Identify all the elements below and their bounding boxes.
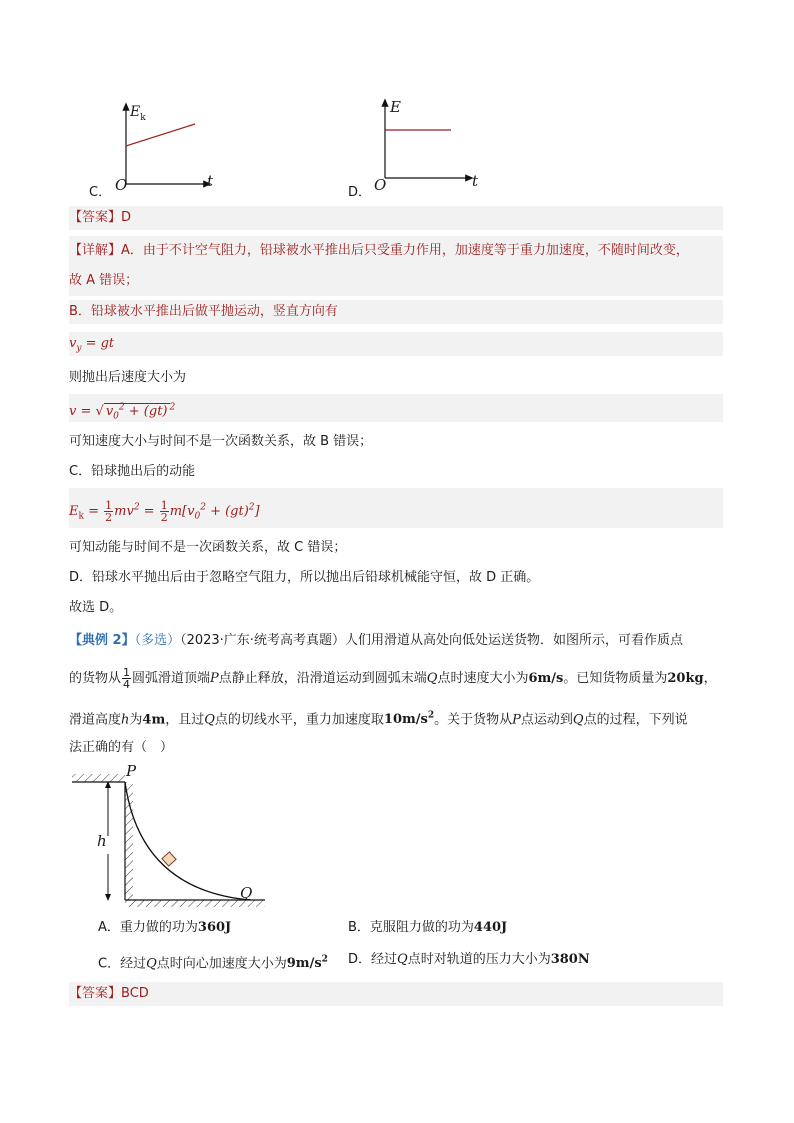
top-ledge-hatch	[72, 774, 125, 782]
b-conclusion: 可知速度大小与时间不是一次函数关系，故 B 错误；	[69, 434, 373, 449]
c-line: C．铅球抛出后的动能	[69, 464, 196, 479]
answer1-line	[69, 206, 723, 230]
equation-v: v = √ $v_0^2 + (gt)$ $^2$	[69, 394, 723, 422]
detail-b-line: B．铅球被水平推出后做平抛运动，竖直方向有	[69, 300, 723, 324]
example2-line1: 【典例 2】（多选）（2023·广东·统考高考真题）人们用滑道从高处向低处运送货物．如图所示，可看作质点	[69, 633, 683, 648]
answer1-label: 【答案】	[69, 210, 122, 225]
c-ek-line	[126, 124, 195, 146]
example-source: （2023·广东·统考高考真题）	[180, 633, 345, 648]
cargo-box	[162, 852, 176, 866]
d-line: D．铅球水平抛出后由于忽略空气阻力，所以抛出后铅球机械能守恒，故 D 正确。	[69, 570, 540, 585]
example2-line4: 法正确的有（ ）	[69, 740, 174, 755]
option-a: A．重力做的功为360J	[98, 920, 232, 935]
d-xlabel: t	[472, 172, 479, 190]
option-b: B．克服阻力做的功为440J	[348, 920, 508, 935]
equation-ek: $E_k$ = $\frac{1}{2}$ $mv^2$ = $\frac{1}{2}$ $m[v_0^2 + (gt)^2]$	[69, 488, 723, 528]
d-ylabel: E	[390, 98, 401, 116]
speed-line: 则抛出后速度大小为	[69, 370, 187, 385]
c-origin: O	[115, 176, 128, 194]
multi-select-tag: （多选）	[134, 633, 181, 648]
choose-line: 故选 D。	[69, 600, 123, 615]
c-xlabel: t	[207, 172, 214, 190]
option-c-label: C．	[89, 185, 112, 200]
c-conclusion: 可知动能与时间不是一次函数关系，故 C 错误；	[69, 540, 347, 555]
example-tag: 【典例 2】	[69, 633, 135, 648]
wall-hatch	[125, 782, 133, 900]
slide-arc	[125, 782, 253, 902]
detail-a-line1: A．由于不计空气阻力，铅球被水平推出后只受重力作用，加速度等于重力加速度，不随时间改变，	[121, 243, 689, 258]
fig-label-q: Q	[240, 884, 253, 902]
option-d-label: D．	[348, 185, 372, 200]
answer2-value: BCD	[121, 986, 149, 1001]
answer2-line	[69, 982, 723, 1006]
fig-label-p: P	[126, 762, 137, 780]
example2-line3: 滑道高度h为4m，且过Q点的切线水平，重力加速度取$10m/s^2$。关于货物从P点运动到Q点的过程，下列说	[69, 711, 688, 728]
c-ylabel: $E_k$	[130, 104, 146, 123]
example2-line2: 的货物从 $\frac{1}{4}$ 圆弧滑道顶端P点静止释放，沿滑道运动到圆弧末端Q点时速度大小为6m/s。已知货物质量为20kg，	[69, 666, 717, 691]
option-c: C．经过Q点时向心加速度大小为$9m/s^2$	[98, 955, 328, 972]
answer1-value: D	[121, 210, 132, 225]
d-origin: O	[374, 176, 387, 194]
detail-a	[69, 236, 723, 296]
equation-vy: $v_y$ = gt	[69, 332, 723, 356]
answer2-label: 【答案】	[69, 986, 122, 1001]
detail-a-line2: 故 A 错误；	[69, 273, 139, 288]
fig-label-h: h	[97, 832, 107, 850]
option-d: D．经过Q点时对轨道的压力大小为380N	[348, 952, 590, 967]
detail-label: 【详解】	[69, 243, 122, 258]
